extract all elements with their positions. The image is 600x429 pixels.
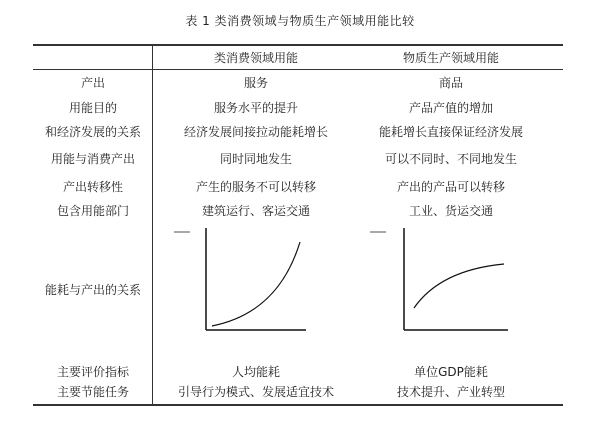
row-consumption-cell: 人均能耗 [231,365,281,379]
row-consumption-cell: 建筑运行、客运交通 [201,204,311,218]
row-label: 主要评价指标 [56,365,130,379]
row-consumption-cell: 引导行为模式、发展适宜技术 [177,385,335,399]
table-column-divider [152,44,153,405]
row-production-cell: 可以不同时、不同地发生 [384,152,518,166]
row-label: 包含用能部门 [56,204,130,218]
table-header-rule [33,69,563,70]
row-production-cell: 工业、货运交通 [408,204,494,218]
row-label: 和经济发展的关系 [44,125,142,139]
row-consumption-cell: 服务水平的提升 [213,101,299,115]
row-production-cell: 技术提升、产业转型 [396,385,506,399]
row-label: 产出 [80,76,106,90]
consumption-curve-plot [172,222,312,342]
row-consumption-cell: 同时同地发生 [219,152,293,166]
row-consumption-cell: 产生的服务不可以转移 [195,180,317,194]
row-production-cell: 产出的产品可以转移 [396,180,506,194]
header-production: 物质生产领域用能 [402,51,500,65]
row-label: 用能目的 [68,101,118,115]
row-consumption-cell: 经济发展间接拉动能耗增长 [183,125,329,139]
table-title: 表 1 类消费领域与物质生产领域用能比较 [185,14,415,28]
row-production-cell: 能耗增长直接保证经济发展 [378,125,524,139]
row-production-cell: 商品 [438,76,464,90]
concave-curve [414,264,504,308]
production-curve-plot [366,222,516,342]
row-production-cell: 单位GDP能耗 [414,365,488,379]
header-consumption: 类消费领域用能 [213,51,299,65]
table-bottom-rule [33,404,563,406]
row-consumption-cell: 服务 [243,76,269,90]
row-label: 主要节能任务 [56,385,130,399]
convex-curve [212,242,300,326]
row-production-cell: 产品产值的增加 [408,101,494,115]
row-label: 用能与消费产出 [50,152,136,166]
relation-row-label: 能耗与产出的关系 [44,283,142,297]
row-label: 产出转移性 [62,180,124,194]
table-top-rule [33,44,563,46]
